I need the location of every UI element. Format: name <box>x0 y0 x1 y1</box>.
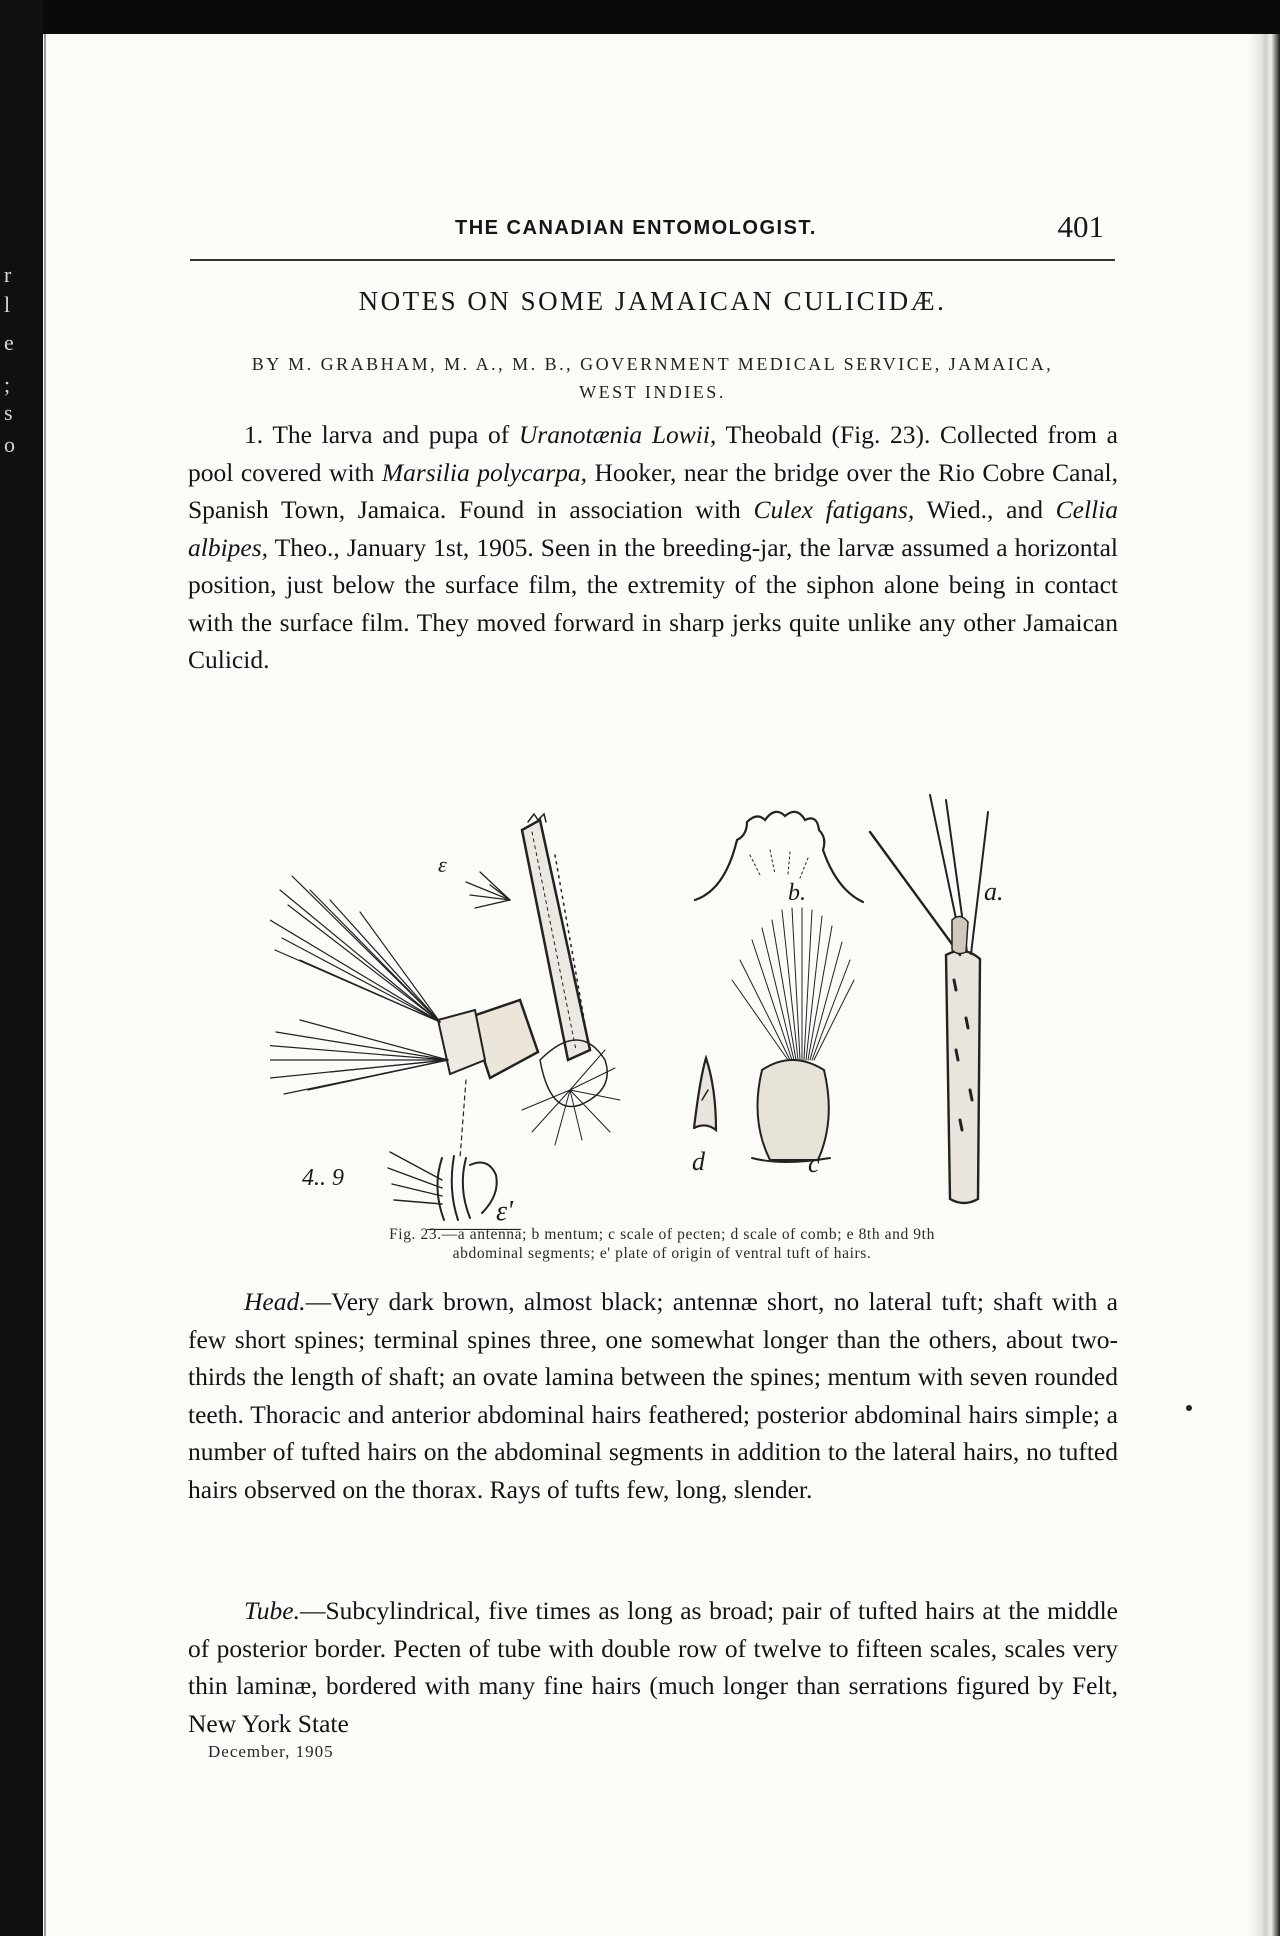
label-e: ε <box>438 852 447 877</box>
margin-fragment: ; <box>4 372 11 397</box>
byline-line: BY M. GRABHAM, M. A., M. B., GOVERNMENT MEDICAL SERVICE, JAMAICA, <box>251 354 1054 374</box>
text-run: Theo., January 1st, 1905. Seen in the breeding-jar, the larvæ assumed a horizontal position, just below the surface film, the extremity of the siphon alone being in contact with the surface film. They moved forward in sharp jerks quite unlike any other Jamaican Culicid. <box>188 532 1118 674</box>
dorsal-hair-tuft <box>466 872 510 908</box>
text-run: Theobald (Fig. 23). Collected from a pool covered with <box>188 420 1118 487</box>
paragraph <box>188 1283 1118 1508</box>
margin-fragment: r <box>4 262 12 287</box>
paragraph <box>188 416 1118 679</box>
journal-title: THE CANADIAN ENTOMOLOGIST. <box>455 217 817 239</box>
header-rule <box>190 259 1115 261</box>
margin-fragment: l <box>4 292 11 317</box>
text-run: 1. The larva and pupa of <box>244 420 519 449</box>
text-run: Wied., and <box>914 495 1056 524</box>
species-name: Uranotænia Lowii, <box>518 420 717 449</box>
byline <box>190 350 1115 406</box>
page-number: 401 <box>1057 209 1104 244</box>
lateral-hair-tuft <box>270 876 440 1022</box>
antenna-drawing <box>870 795 988 1203</box>
margin-fragment: o <box>4 432 15 457</box>
caption-line: Fig. 23.—a antenna; b mentum; c scale of pecten; d scale of comb; e 8th and 9th <box>389 1226 935 1243</box>
species-name: Culex fatigans, <box>753 495 915 524</box>
figure-mark: 4.. 9 <box>302 1165 344 1191</box>
scan-top-border <box>0 0 1280 34</box>
anal-gill-hairs <box>522 1050 620 1145</box>
margin-fragment: s <box>4 400 13 425</box>
issue-date: December, 1905 <box>208 1742 334 1761</box>
figure-caption <box>262 1225 1062 1263</box>
species-name: Marsilia polycarpa, <box>381 457 587 487</box>
scan-left-border <box>0 0 43 1936</box>
species-name: Cellia albipes, <box>188 495 1119 562</box>
ventral-hair-tuft <box>270 1020 448 1094</box>
paragraph-tube <box>188 1592 1118 1742</box>
larva-figure <box>270 760 1040 1230</box>
text-run: —Subcylindrical, five times as long as broad; pair of tufted hairs at the middle of posterior border. Pecten of tube with double row of twelve to fifteen scales, scales very thin laminæ, bordered with many fine hairs (much longer than serrations figured by Felt, New York State <box>188 1596 1118 1738</box>
label-a: a. <box>984 877 1004 906</box>
text-run: —Very dark brown, almost black; antennæ short, no lateral tuft; shaft with a few short spines; terminal spines three, one somewhat longer than the others, about two-thirds the length of shaft; an ovate lamina between the spines; mentum with seven rounded teeth. Thoracic and anterior abdominal hairs feathered; posterior abdominal hairs simple; a number of tufted hairs on the abdominal segments in addition to the lateral hairs, no tufted hairs observed on the thorax. Rays of tufts few, long, slender. <box>188 1287 1118 1504</box>
paragraph <box>188 1592 1118 1742</box>
paragraph-collection-site <box>188 416 1118 679</box>
scan-speck <box>1186 1405 1192 1411</box>
label-b: b. <box>788 880 806 906</box>
margin-fragment: e <box>4 330 14 355</box>
caption-line: abdominal segments; e' plate of origin of ventral tuft of hairs. <box>452 1245 872 1262</box>
run-in-heading: Tube. <box>244 1596 300 1625</box>
article-title: NOTES ON SOME JAMAICAN CULICIDÆ. <box>358 286 947 316</box>
mentum-drawing <box>695 812 863 902</box>
byline-line: WEST INDIES. <box>579 382 726 402</box>
page-gutter <box>44 34 46 1936</box>
page-edge-shadow <box>1248 34 1280 1936</box>
pecten-scale-drawing <box>732 908 854 1162</box>
label-e-prime: ε' <box>496 1196 514 1227</box>
comb-scale-drawing <box>694 1058 716 1130</box>
text-run: Hooker, near the bridge over the Rio Cobre Canal, Spanish Town, Jamaica. Found in association with <box>188 457 1118 524</box>
run-in-heading: Head. <box>244 1287 306 1316</box>
label-d: d <box>692 1147 705 1176</box>
paragraph-head <box>188 1283 1118 1508</box>
label-c: c <box>808 1149 820 1178</box>
running-head <box>190 209 1120 253</box>
figure-drawings <box>270 760 1040 1230</box>
